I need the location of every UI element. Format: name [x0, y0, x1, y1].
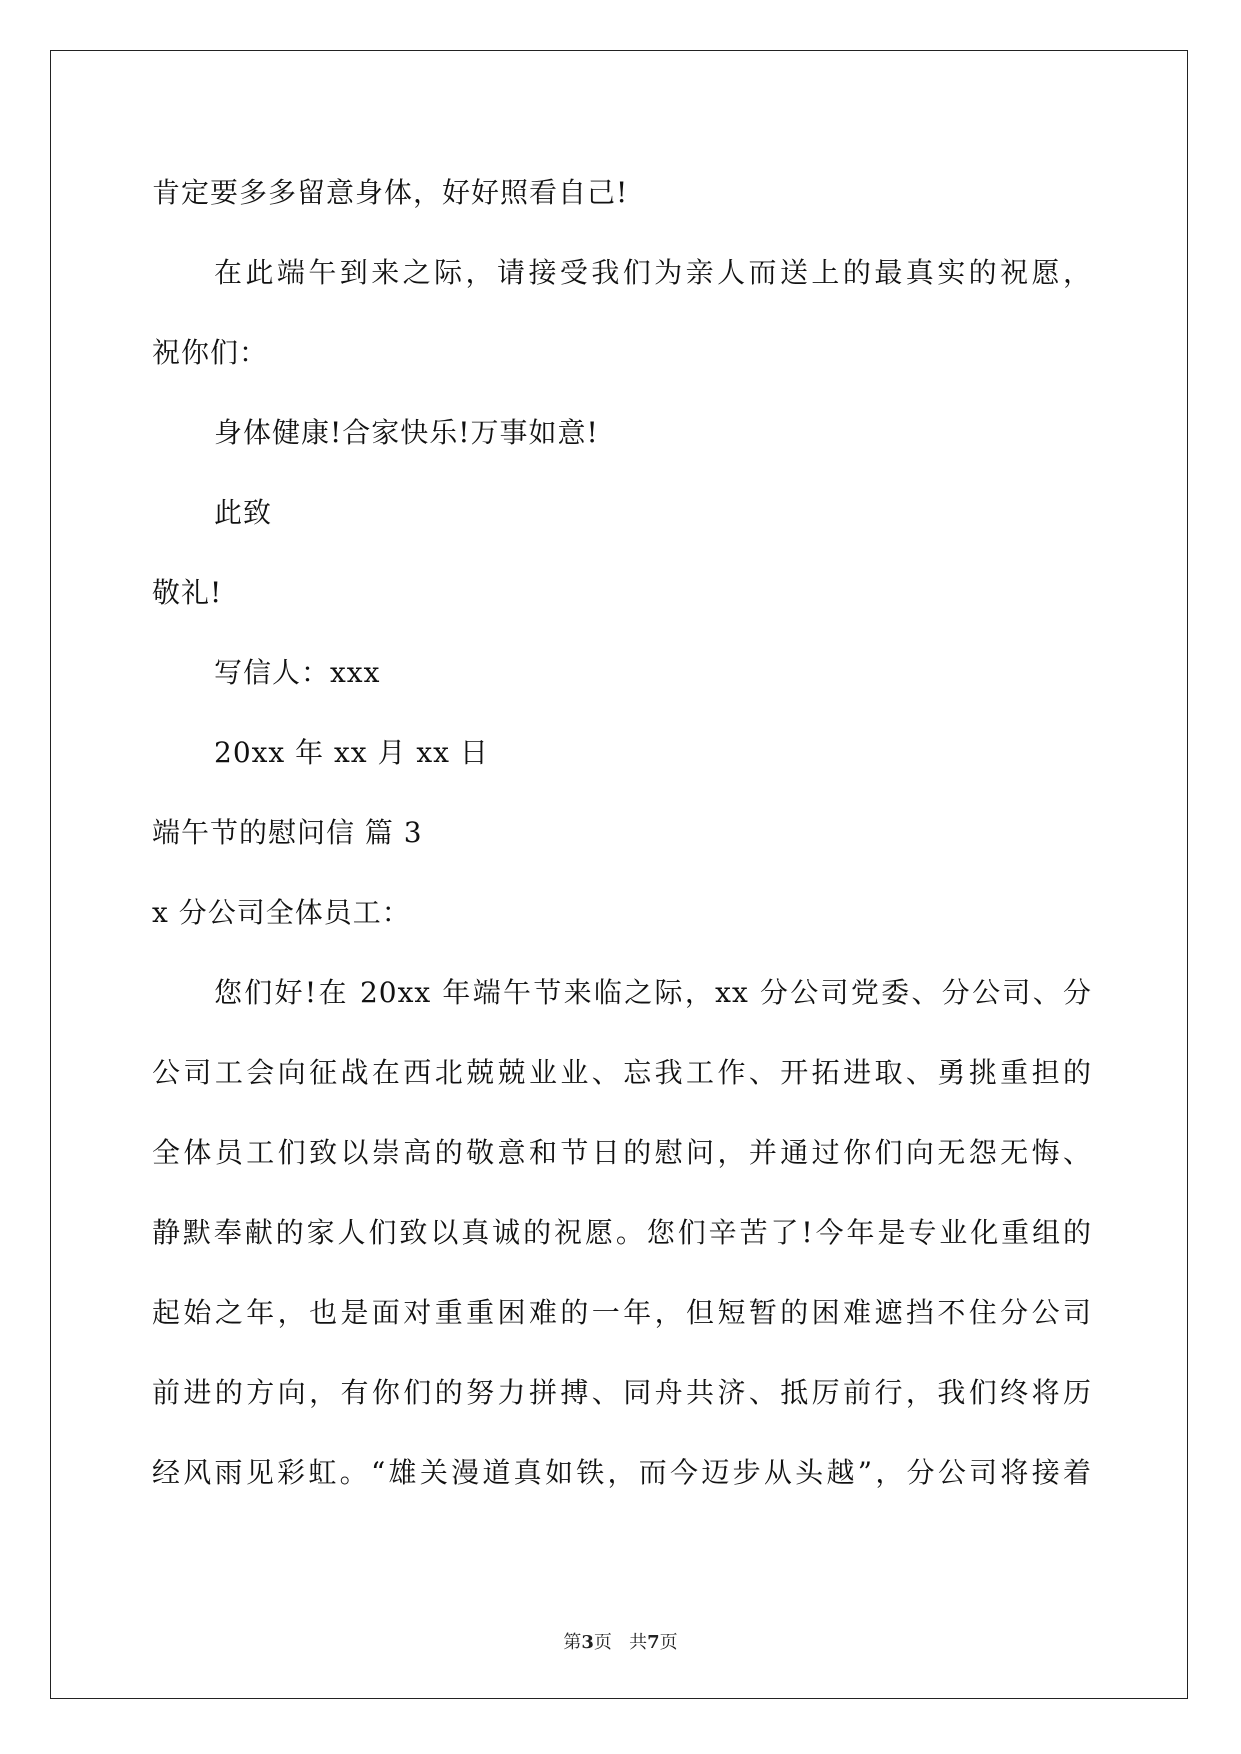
body-line-4: 身体健康!合家快乐!万事如意!	[214, 416, 599, 449]
paragraph-line-2: 公司工会向征战在西北兢兢业业、忘我工作、开拓进取、勇挑重担的	[152, 1056, 1092, 1089]
body-line-3: 祝你们：	[152, 336, 269, 369]
paragraph-line-4: 静默奉献的家人们致以真诚的祝愿。您们辛苦了!今年是专业化重组的	[152, 1216, 1092, 1249]
page-footer	[0, 1628, 1241, 1654]
body-line-2: 在此端午到来之际，请接受我们为亲人而送上的最真实的祝愿，	[214, 256, 1092, 289]
paragraph-line-7: 经风雨见彩虹。“雄关漫道真如铁，而今迈步从头越”，分公司将接着	[152, 1456, 1092, 1489]
closing-line: 此致	[214, 496, 273, 529]
signature-line: 写信人：xxx	[214, 656, 381, 689]
footer-page-total: 7	[647, 1632, 660, 1653]
paragraph-line-5: 起始之年，也是面对重重困难的一年，但短暂的困难遮挡不住分公司	[152, 1296, 1092, 1329]
paragraph-line-6: 前进的方向，有你们的努力拼搏、同舟共济、抵厉前行，我们终将历	[152, 1376, 1092, 1409]
body-line-1: 肯定要多多留意身体，好好照看自己!	[152, 176, 629, 209]
page-border	[50, 50, 1188, 1699]
footer-total-suffix: 页	[659, 1632, 678, 1653]
paragraph-line-3: 全体员工们致以崇高的敬意和节日的慰问，并通过你们向无怨无悔、	[152, 1136, 1092, 1169]
date-line: 20xx 年 xx 月 xx 日	[214, 736, 489, 769]
paragraph-line-1: 您们好!在 20xx 年端午节来临之际，xx 分公司党委、分公司、分	[214, 976, 1092, 1009]
addressee-line: x 分公司全体员工：	[152, 896, 411, 929]
section-heading: 端午节的慰问信 篇 3	[152, 816, 423, 849]
salutation-line: 敬礼!	[152, 576, 223, 609]
footer-page-prefix: 第	[563, 1632, 582, 1653]
footer-page-current: 3	[581, 1632, 594, 1653]
footer-page-suffix: 页	[593, 1632, 612, 1653]
footer-total-prefix: 共	[629, 1632, 648, 1653]
